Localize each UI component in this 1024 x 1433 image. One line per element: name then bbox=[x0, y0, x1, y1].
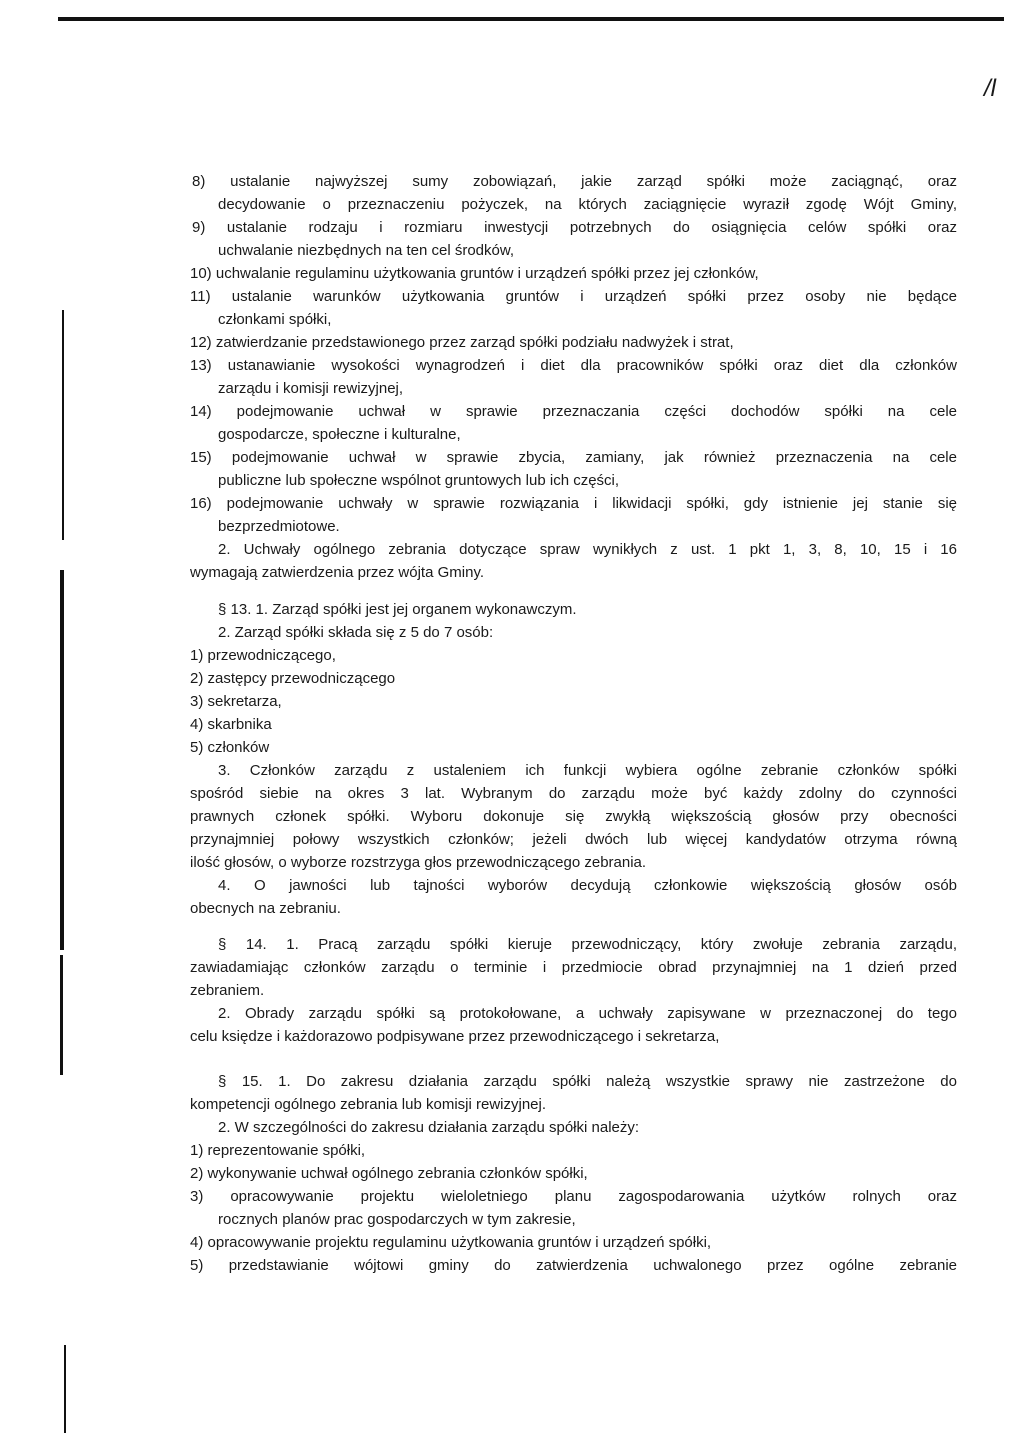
scan-left-edge-mark bbox=[60, 955, 63, 1075]
text-line-p8b: decydowanie o przeznaczeniu pożyczek, na których zaciągnięcie wyraził zgodę Wójt Gminy, bbox=[218, 196, 957, 213]
text-line-p8a: 8) ustalanie najwyższej sumy zobowiązań, jakie zarząd spółki może zaciągnąć, oraz bbox=[192, 173, 957, 190]
scan-top-border bbox=[58, 17, 1004, 21]
text-line-s15a: § 15. 1. Do zakresu działania zarządu spółki należą wszystkie sprawy nie zastrzeżone do bbox=[218, 1073, 957, 1090]
text-line-z1: 1) przewodniczącego, bbox=[190, 647, 336, 664]
text-line-p10: 10) uchwalanie regulaminu użytkowania gruntów i urządzeń spółki przez jej członków, bbox=[190, 265, 759, 282]
text-line-p11a: 11) ustalanie warunków użytkowania gruntów i urządzeń spółki przez osoby nie będące bbox=[190, 288, 957, 305]
text-line-p16b: bezprzedmiotowe. bbox=[218, 518, 340, 535]
text-line-p13b: zarządu i komisji rewizyjnej, bbox=[218, 380, 404, 397]
text-line-s13_3d: przynajmniej połowy wszystkich członków; jeżeli dwóch lub więcej kandydatów otrzyma równą bbox=[190, 831, 957, 848]
text-line-p9a: 9) ustalanie rodzaju i rozmiaru inwestycji potrzebnych do osiągnięcia celów spółki oraz bbox=[192, 219, 957, 236]
text-line-s15_2: 2. W szczególności do zakresu działania zarządu spółki należy: bbox=[218, 1119, 640, 1136]
text-line-d2: 2) wykonywanie uchwał ogólnego zebrania członków spółki, bbox=[190, 1165, 588, 1182]
text-line-z3: 3) sekretarza, bbox=[190, 693, 282, 710]
scan-left-edge-mark bbox=[64, 1345, 66, 1433]
text-line-p14a: 14) podejmowanie uchwał w sprawie przeznaczania części dochodów spółki na cele bbox=[190, 403, 957, 420]
text-line-s13_3e: ilość głosów, o wyborze rozstrzyga głos przewodniczącego zebrania. bbox=[190, 854, 647, 871]
text-line-d5: 5) przedstawianie wójtowi gminy do zatwierdzenia uchwalonego przez ogólne zebranie bbox=[190, 1257, 957, 1274]
text-line-s15b: kompetencji ogólnego zebrania lub komisji rewizyjnej. bbox=[190, 1096, 547, 1113]
text-line-d1: 1) reprezentowanie spółki, bbox=[190, 1142, 366, 1159]
text-line-s14a: § 14. 1. Pracą zarządu spółki kieruje przewodniczący, który zwołuje zebrania zarządu, bbox=[218, 936, 957, 953]
text-line-z5: 5) członków bbox=[190, 739, 270, 756]
text-line-d4: 4) opracowywanie projektu regulaminu użytkowania gruntów i urządzeń spółki, bbox=[190, 1234, 712, 1251]
page-number: /l bbox=[984, 75, 996, 102]
text-line-s13_2: 2. Zarząd spółki składa się z 5 do 7 osób: bbox=[218, 624, 494, 641]
text-line-p12: 12) zatwierdzanie przedstawionego przez zarząd spółki podziału nadwyżek i strat, bbox=[190, 334, 734, 351]
text-line-s13: § 13. 1. Zarząd spółki jest jej organem wykonawczym. bbox=[218, 601, 577, 618]
text-line-u2b: wymagają zatwierdzenia przez wójta Gminy. bbox=[190, 564, 485, 581]
text-line-d3b: rocznych planów prac gospodarczych w tym zakresie, bbox=[218, 1211, 576, 1228]
text-line-u2a: 2. Uchwały ogólnego zebrania dotyczące spraw wynikłych z ust. 1 pkt 1, 3, 8, 10, 15 i 16 bbox=[218, 541, 957, 558]
text-line-s14c: zebraniem. bbox=[190, 982, 265, 999]
text-line-d3a: 3) opracowywanie projektu wieloletniego planu zagospodarowania użytków rolnych oraz bbox=[190, 1188, 957, 1205]
scan-left-edge-mark bbox=[60, 570, 64, 950]
text-line-p13a: 13) ustanawianie wysokości wynagrodzeń i diet dla pracowników spółki oraz diet dla członków bbox=[190, 357, 957, 374]
text-line-z4: 4) skarbnika bbox=[190, 716, 272, 733]
text-line-z2: 2) zastępcy przewodniczącego bbox=[190, 670, 396, 687]
text-line-s13_3b: spośród siebie na okres 3 lat. Wybranym do zarządu może być każdy zdolny do czynności bbox=[190, 785, 957, 802]
text-line-p16a: 16) podejmowanie uchwały w sprawie rozwiązania i likwidacji spółki, gdy istnienie jej stanie się bbox=[190, 495, 957, 512]
text-line-s14_2b: celu księdze i każdorazowo podpisywane przez przewodniczącego i sekretarza, bbox=[190, 1028, 720, 1045]
text-line-s14_2a: 2. Obrady zarządu spółki są protokołowane, a uchwały zapisywane w przeznaczonej do tego bbox=[218, 1005, 957, 1022]
text-line-s13_3a: 3. Członków zarządu z ustaleniem ich funkcji wybiera ogólne zebranie członków spółki bbox=[218, 762, 957, 779]
text-line-s13_3c: prawnych członek spółki. Wyboru dokonuje się zwykłą większością głosów przy obecności bbox=[190, 808, 957, 825]
text-line-p11b: członkami spółki, bbox=[218, 311, 332, 328]
scan-left-edge-mark bbox=[62, 310, 64, 540]
text-line-s14b: zawiadamiając członków zarządu o terminie i przedmiocie obrad przynajmniej na 1 dzień przed bbox=[190, 959, 957, 976]
text-line-p14b: gospodarcze, społeczne i kulturalne, bbox=[218, 426, 461, 443]
text-line-p9b: uchwalanie niezbędnych na ten cel środków, bbox=[218, 242, 515, 259]
text-line-p15a: 15) podejmowanie uchwał w sprawie zbycia, zamiany, jak również przeznaczenia na cele bbox=[190, 449, 957, 466]
text-line-s13_4a: 4. O jawności lub tajności wyborów decydują członkowie większością głosów osób bbox=[218, 877, 957, 894]
text-line-s13_4b: obecnych na zebraniu. bbox=[190, 900, 341, 917]
text-line-p15b: publiczne lub społeczne wspólnot gruntowych lub ich części, bbox=[218, 472, 620, 489]
